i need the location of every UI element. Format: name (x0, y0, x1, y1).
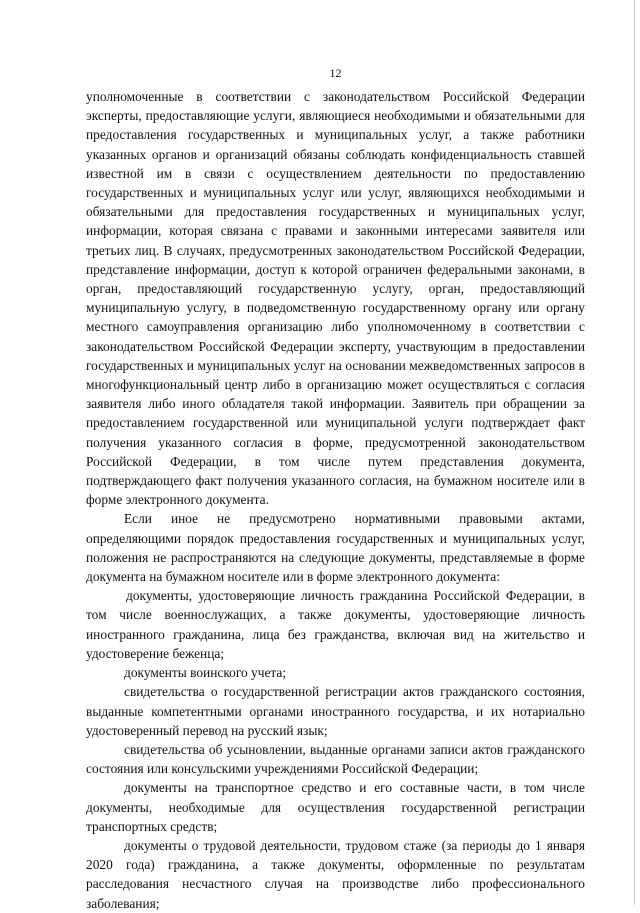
document-body (86, 87, 585, 913)
paragraph-vehicle-documents: документы на транспортное средство и его составные части, в том числе документы, необходимые для осуществления государственной регистрации транспортных средств; (86, 780, 585, 834)
paragraph-identity-documents: документы, удостоверяющие личность гражданина Российской Федерации, в том числе военнослужащих, а также документы, удостоверяющие личность иностранного гражданина, лица без гражданства, включая вид на жительство и удостоверение беженца; (86, 588, 585, 661)
scan-edge-line (634, 0, 635, 905)
paragraph-military-documents: документы воинского учета; (124, 665, 287, 681)
paragraph-adoption-certificates: свидетельства об усыновлении, выданные органами записи актов гражданского состояния или консульскими учреждениями Российской Федерации; (86, 741, 585, 777)
page-number: 12 (329, 66, 342, 80)
paragraph-exceptions-intro: Если иное не предусмотрено нормативными правовыми актами, определяющими порядок предоставления государственных и муниципальных услуг, положения не распространяются на следующие документы, представляемые в форме документа на бумажном носителе или в форме электронного документа: (86, 511, 585, 585)
paragraph-confidentiality: уполномоченные в соответствии с законодательством Российской Федерации эксперты, предоставляющие услуги, являющиеся необходимыми и обязательными для предоставления государственных и муниципальных услуг, а также работники указанных органов и организаций обязаны соблюдать конфиденциальность ставшей известной им в связи с осуществлением деятельности по предоставлению государственных и муниципальных услуг или услуг, являющихся необходимыми и обязательными для предоставления государственных и муниципальных услуг, информации, которая связана с правами и законными интересами заявителя или третьих лиц. В случаях, предусмотренных законодательством Российской Федерации, представление информации, доступ к которой ограничен федеральными законами, в орган, предоставляющий государственную услугу, орган, предоставляющий муниципальную услугу, в подведомственную государственному органу или органу местного самоуправления организацию либо уполномоченному в соответствии с законодательством Российской Федерации эксперту, участвующим в предоставлении государственных и муниципальных услуг на основании межведомственных запросов в многофункциональный центр либо в организацию может осуществляться с согласия заявителя либо иного обладателя такой информации. Заявитель при обращении за предоставлением государственной или муниципальной услуги подтверждает факт получения указанного согласия в форме, предусмотренной законодательством Российской Федерации, в том числе путем представления документа, подтверждающего факт получения указанного согласия, на бумажном носителе или в форме электронного документа. (86, 89, 585, 508)
paragraph-labor-documents: документы о трудовой деятельности, трудовом стаже (за периоды до 1 января 2020 года) гражданина, а также документы, оформленные по результатам расследования несчастного случая на производстве либо профессионального заболевания; (86, 837, 585, 911)
paragraph-civil-status-certificates: свидетельства о государственной регистрации актов гражданского состояния, выданные компетентными органами иностранного государства, и их нотариально удостоверенный перевод на русский язык; (86, 684, 585, 738)
